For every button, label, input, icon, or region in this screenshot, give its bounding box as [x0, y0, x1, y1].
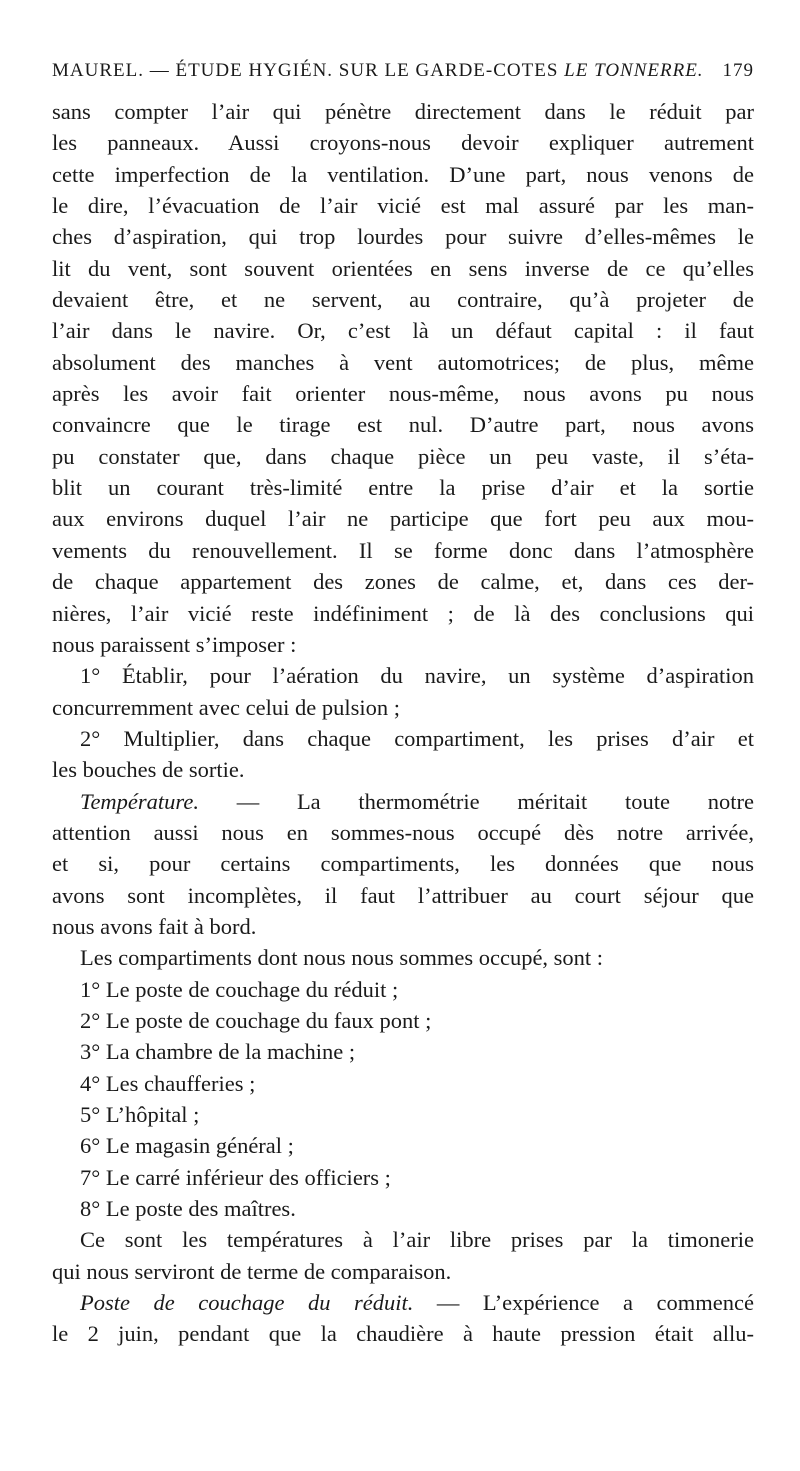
- text-line: [52, 692, 754, 723]
- text-line: [52, 1318, 754, 1349]
- text-run: 2° Le poste de couchage du faux pont ;: [80, 1007, 432, 1033]
- text-run: 5° L’hôpital ;: [80, 1102, 200, 1127]
- text-line: [52, 566, 754, 597]
- text-run: 2° Multiplier, dans chaque compartiment, les prises d’air et: [80, 725, 754, 751]
- ship-name: LE TONNERRE.: [564, 60, 704, 81]
- text-line: [52, 1005, 754, 1036]
- text-line: [52, 190, 754, 221]
- text-run: l’air dans le navire. Or, c’est là un défaut capital : il faut: [52, 318, 754, 344]
- running-title: MAUREL. — ÉTUDE HYGIÉN. SUR LE GARDE-COTES LE TONNERRE.: [52, 60, 704, 81]
- text-run: sans compter l’air qui pénètre directement dans le réduit par: [52, 99, 754, 124]
- page-number: 179: [722, 60, 754, 81]
- text-run: 3° La chambre de la machine ;: [80, 1039, 356, 1065]
- text-run: blit un courant très-limité entre la prise d’air et la sortie: [52, 475, 754, 501]
- text-line: [52, 1287, 754, 1318]
- text-run: 4° Les chaufferies ;: [80, 1070, 256, 1096]
- text-line: [52, 472, 754, 503]
- text-run: 6° Le magasin général ;: [80, 1133, 294, 1159]
- text-run: 7° Le carré inférieur des officiers ;: [80, 1164, 391, 1190]
- text-run: nous paraissent s’imposer :: [52, 631, 297, 657]
- italic-heading: Température.: [80, 788, 199, 814]
- text-line: [52, 347, 754, 378]
- text-line: [52, 1099, 754, 1130]
- italic-heading: Poste de couchage du réduit.: [80, 1290, 414, 1316]
- text-line: [52, 848, 754, 879]
- text-line: [52, 409, 754, 440]
- text-run: le dire, l’évacuation de l’air vicié est mal assuré par les man-: [52, 193, 754, 219]
- text-run: cette imperfection de la ventilation. D’une part, nous venons de: [52, 161, 754, 187]
- text-run: avons sont incomplètes, il faut l’attribuer au court séjour que: [52, 882, 754, 908]
- text-run: — La thermométrie méritait toute notre: [198, 788, 754, 814]
- text-line: [52, 127, 754, 158]
- text-run: après les avoir fait orienter nous-même, nous avons pu nous: [52, 381, 754, 407]
- text-line: [52, 786, 754, 817]
- text-line: [52, 880, 754, 911]
- text-run: nous avons fait à bord.: [52, 913, 257, 939]
- text-line: [52, 159, 754, 190]
- text-line: [52, 221, 754, 252]
- text-run: attention aussi nous en sommes-nous occupé dès notre arrivée,: [52, 819, 754, 845]
- text-line: [52, 96, 754, 127]
- text-run: 8° Le poste des maîtres.: [80, 1196, 296, 1222]
- body-text: [52, 96, 754, 1350]
- text-line: [52, 441, 754, 472]
- text-run: concurremment avec celui de pulsion ;: [52, 694, 400, 720]
- text-line: [52, 660, 754, 691]
- text-run: convaincre que le tirage est nul. D’autre part, nous avons: [52, 412, 754, 438]
- text-line: [52, 253, 754, 284]
- text-run: — L’expérience a commencé: [413, 1290, 754, 1316]
- text-line: [52, 1036, 754, 1067]
- text-line: [52, 974, 754, 1005]
- text-run: Ce sont les températures à l’air libre prises par la timonerie: [80, 1227, 754, 1253]
- text-run: vements du renouvellement. Il se forme donc dans l’atmosphère: [52, 537, 754, 563]
- text-run: pu constater que, dans chaque pièce un peu vaste, il s’éta-: [52, 443, 754, 469]
- text-run: 1° Le poste de couchage du réduit ;: [80, 976, 399, 1002]
- text-line: [52, 1130, 754, 1161]
- text-line: [52, 754, 754, 785]
- text-run: ches d’aspiration, qui trop lourdes pour suivre d’elles-mêmes le: [52, 224, 754, 250]
- text-run: aux environs duquel l’air ne participe que fort peu aux mou-: [52, 506, 754, 532]
- text-line: [52, 598, 754, 629]
- text-line: [52, 1193, 754, 1224]
- text-line: [52, 503, 754, 534]
- text-line: [52, 629, 754, 660]
- text-line: [52, 911, 754, 942]
- text-run: les panneaux. Aussi croyons-nous devoir expliquer autrement: [52, 130, 754, 156]
- text-run: qui nous serviront de terme de comparaison.: [52, 1258, 452, 1284]
- text-run: absolument des manches à vent automotrices; de plus, même: [52, 349, 754, 375]
- document-page: [52, 60, 754, 1350]
- text-line: [52, 535, 754, 566]
- text-run: de chaque appartement des zones de calme, et, dans ces der-: [52, 569, 754, 595]
- text-run: le 2 juin, pendant que la chaudière à haute pression était allu-: [52, 1321, 754, 1347]
- text-line: [52, 723, 754, 754]
- text-line: [52, 1224, 754, 1255]
- text-line: [52, 817, 754, 848]
- text-run: nières, l’air vicié reste indéfiniment ; de là des conclusions qui: [52, 600, 754, 626]
- text-run: Les compartiments dont nous nous sommes occupé, sont :: [80, 945, 604, 971]
- text-line: [52, 284, 754, 315]
- text-run: 1° Établir, pour l’aération du navire, un système d’aspiration: [80, 663, 754, 689]
- text-line: [52, 1068, 754, 1099]
- text-run: et si, pour certains compartiments, les données que nous: [52, 851, 754, 877]
- text-line: [52, 1162, 754, 1193]
- text-line: [52, 942, 754, 973]
- text-line: [52, 315, 754, 346]
- text-run: lit du vent, sont souvent orientées en sens inverse de ce qu’elles: [52, 255, 754, 281]
- running-header: [52, 60, 754, 82]
- text-line: [52, 1256, 754, 1287]
- text-run: les bouches de sortie.: [52, 757, 245, 783]
- text-line: [52, 378, 754, 409]
- text-run: devaient être, et ne servent, au contraire, qu’à projeter de: [52, 287, 754, 313]
